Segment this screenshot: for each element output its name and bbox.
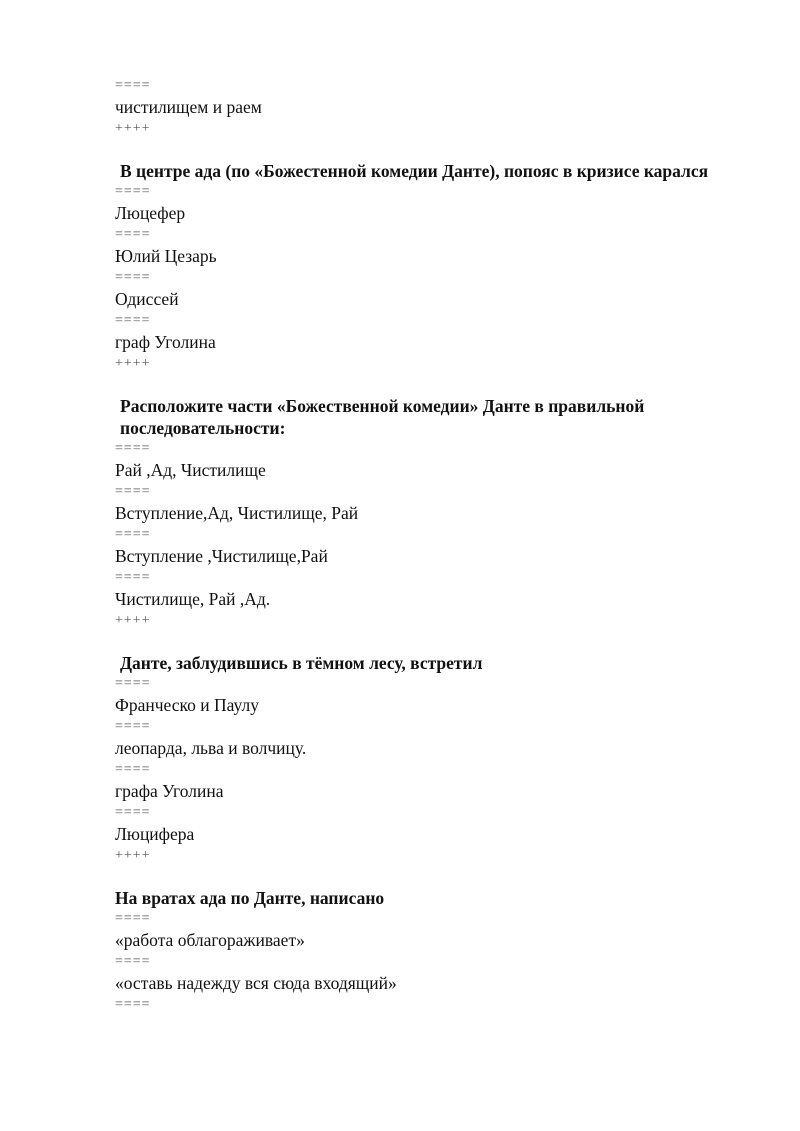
option-separator: ====	[115, 527, 151, 542]
answer-option: «работа облагораживает»	[115, 930, 305, 950]
option-separator: ====	[115, 313, 151, 328]
option-separator: ====	[115, 676, 151, 691]
question-text: На вратах ада по Данте, написано	[115, 888, 385, 908]
answer-option: чистилищем и раем	[115, 97, 262, 117]
question-text: Расположите части «Божественной комедии» Данте в правильной последовательности:	[120, 396, 645, 438]
option-separator: ====	[115, 719, 151, 734]
answer-option: Рай ,Ад, Чистилище	[115, 460, 266, 480]
option-separator: ====	[115, 78, 151, 93]
option-separator: ====	[115, 911, 151, 926]
question-text: В центре ада (по «Божестенной комедии Данте), попояс в кризисе карался	[120, 161, 709, 181]
option-separator: ====	[115, 227, 151, 242]
option-separator: ====	[115, 270, 151, 285]
question-text: Данте, заблудившись в тёмном лесу, встретил	[120, 653, 483, 673]
answer-option: Чистилище, Рай ,Ад.	[115, 589, 271, 609]
option-separator: ====	[115, 762, 151, 777]
answer-option: Люцифера	[115, 824, 195, 844]
option-separator: ====	[115, 954, 151, 969]
answer-option: «оставь надежду вся сюда входящий»	[115, 973, 397, 993]
answer-option: Вступление ,Чистилище,Рай	[115, 546, 328, 566]
answer-option: графа Уголина	[115, 781, 224, 801]
answer-option: Вступление,Ад, Чистилище, Рай	[115, 503, 359, 523]
question-end-marker: ++++	[115, 613, 151, 628]
option-separator: ====	[115, 805, 151, 820]
option-separator: ====	[115, 997, 151, 1012]
answer-option: граф Уголина	[115, 332, 216, 352]
option-separator: ====	[115, 570, 151, 585]
question-end-marker: ++++	[115, 848, 151, 863]
option-separator: ====	[115, 184, 151, 199]
quiz-content	[115, 76, 715, 1014]
option-separator: ====	[115, 484, 151, 499]
question-end-marker: ++++	[115, 121, 151, 136]
option-separator: ====	[115, 441, 151, 456]
answer-option: Люцефер	[115, 203, 186, 223]
answer-option: Франческо и Паулу	[115, 695, 259, 715]
answer-option: леопарда, льва и волчицу.	[115, 738, 307, 758]
answer-option: Юлий Цезарь	[115, 246, 217, 266]
question-end-marker: ++++	[115, 356, 151, 371]
answer-option: Одиссей	[115, 289, 179, 309]
